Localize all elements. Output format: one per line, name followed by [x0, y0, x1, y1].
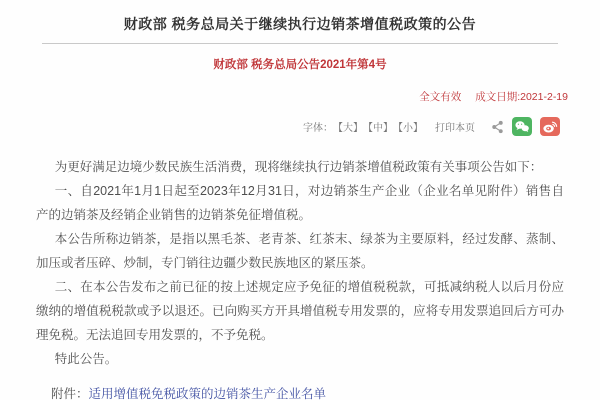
paragraph-item-2: 二、在本公告发布之前已征的按上述规定应予免征的增值税税款，可抵减纳税人以后月份应缴纳的增值税税款或予以退还。已向购买方开具增值税专用发票的，应将专用发票追回后方可办理免税。无法追回专用发票的，不予免税。	[36, 280, 564, 342]
wechat-icon[interactable]	[512, 117, 532, 136]
announcement-body	[36, 155, 564, 371]
font-size-large-button[interactable]: 【大】	[333, 123, 363, 134]
attachment-label: 附件：	[51, 387, 89, 400]
font-size-label: 字体：	[303, 123, 333, 134]
page-title: 财政部 税务总局关于继续执行边销茶增值税政策的公告	[123, 16, 477, 32]
paragraph-intro: 为更好满足边境少数民族生活消费，现将继续执行边销茶增值税政策有关事项公告如下：	[54, 160, 543, 174]
meta-row	[0, 89, 568, 104]
validity-status: 全文有效	[419, 91, 462, 103]
toolbar	[0, 117, 560, 136]
paragraph-item-1: 一、自2021年1月1日起至2023年12月31日，对边销茶生产企业（企业名单见附件）销售自产的边销茶及经销企业销售的边销茶免征增值税。	[36, 184, 564, 222]
weibo-icon[interactable]	[540, 117, 560, 136]
paragraph-closing: 特此公告。	[54, 352, 118, 366]
title-divider	[42, 43, 558, 44]
attachment-row	[36, 382, 564, 400]
font-size-small-button[interactable]: 【小】	[393, 123, 423, 134]
document-number: 财政部 税务总局公告2021年第4号	[213, 59, 387, 71]
font-size-medium-button[interactable]: 【中】	[363, 123, 393, 134]
share-icon[interactable]	[491, 120, 504, 134]
document-date: 成文日期:2021-2-19	[475, 91, 568, 103]
paragraph-definition: 本公告所称边销茶，是指以黑毛茶、老青茶、红茶末、绿茶为主要原料，经过发酵、蒸制、加压或者压碎、炒制，专门销往边疆少数民族地区的紧压茶。	[36, 232, 564, 270]
print-page-button[interactable]: 打印本页	[435, 123, 475, 134]
attachment-link[interactable]: 适用增值税免税政策的边销茶生产企业名单	[88, 387, 327, 400]
